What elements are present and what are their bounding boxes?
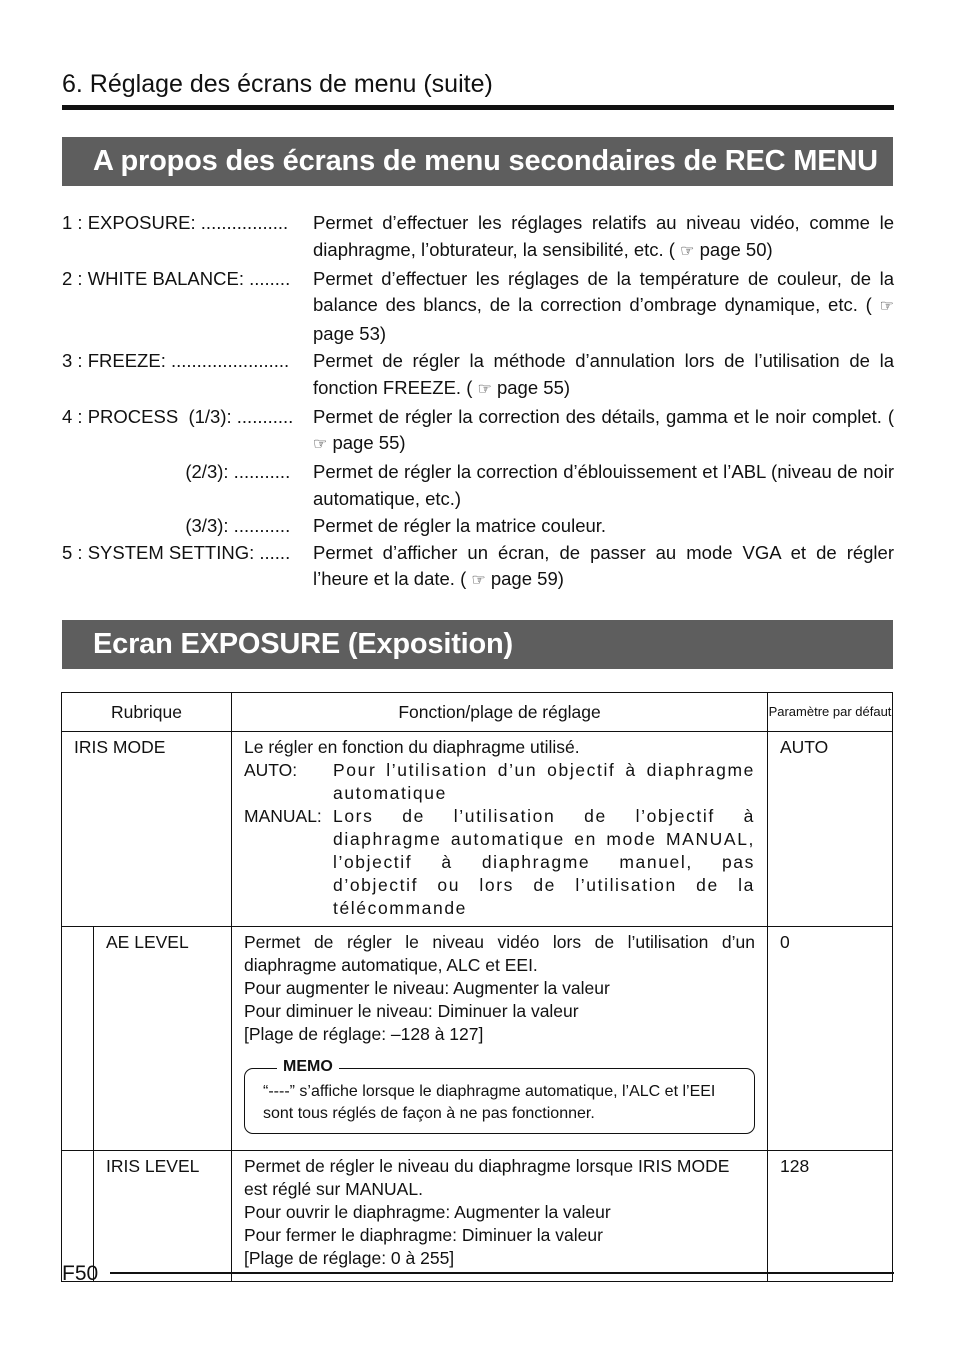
footer-rule xyxy=(110,1272,894,1274)
option-value: Pour l’utilisation d’un objectif à diaphragme automatique xyxy=(333,760,755,803)
option-value: Lors de l’utilisation de l’objectif à diaphragme automatique en mode MANUAL, l’objectif à diaphragme manuel, pas d’objectif ou lors de l’utilisation de la télécommande xyxy=(333,806,755,918)
chapter-title: 6. Réglage des écrans de menu (suite) xyxy=(62,70,493,98)
row-default: 0 xyxy=(768,927,893,1151)
page-number: F50 xyxy=(62,1262,99,1285)
row-function xyxy=(232,732,768,927)
table-row xyxy=(62,927,893,1151)
page-reference: page 53) xyxy=(313,323,387,345)
table-header-row xyxy=(62,693,893,732)
item-description: Permet d’effectuer les réglages de la température de couleur, de la balance des blancs, de la correction d’ombrage dynamique, etc. ( xyxy=(313,267,894,316)
pointing-hand-icon: ☞ xyxy=(471,572,486,590)
item-description: Permet d’effectuer les réglages relatifs au niveau vidéo, comme le diaphragme, l’obturateur, la sensibilité, etc. ( xyxy=(313,212,894,260)
page-reference: page 50) xyxy=(699,238,773,260)
option-key: MANUAL: xyxy=(244,806,322,826)
item-description: Permet de régler la méthode d’annulation lors de l’utilisation de la fonction FREEZE. ( xyxy=(313,349,894,398)
page-reference: page 55) xyxy=(496,376,571,398)
table-row xyxy=(62,732,893,927)
option-key: AUTO: xyxy=(244,760,298,780)
header-item: Rubrique xyxy=(62,693,232,732)
item-label: 1 : EXPOSURE: ................. xyxy=(62,212,289,233)
open-hint: Pour ouvrir le diaphragme: Augmenter la valeur xyxy=(244,1202,611,1222)
row-function xyxy=(232,1151,768,1282)
header-function: Fonction/plage de réglage xyxy=(232,693,768,732)
item-label: 5 : SYSTEM SETTING: ...... xyxy=(62,541,291,563)
item-label: (2/3): ........... xyxy=(62,461,291,483)
row-default: 128 xyxy=(768,1151,893,1282)
section-heading-exposure: Ecran EXPOSURE (Exposition) xyxy=(62,620,893,669)
increase-hint: Pour augmenter le niveau: Augmenter la valeur xyxy=(244,978,610,998)
range-text: [Plage de réglage: 0 à 255] xyxy=(244,1248,455,1268)
list-item xyxy=(62,459,894,513)
list-item xyxy=(62,348,894,404)
item-label: (3/3): ........... xyxy=(62,514,291,536)
item-label: 2 : WHITE BALANCE: ........ xyxy=(62,267,291,289)
range-text: [Plage de réglage: –128 à 127] xyxy=(244,1024,484,1044)
row-name: AE LEVEL xyxy=(93,927,231,1150)
page-reference: page 55) xyxy=(332,432,406,454)
memo-box xyxy=(244,1058,755,1134)
list-item xyxy=(62,540,894,596)
page-reference: page 59) xyxy=(490,568,564,590)
pointing-hand-icon: ☞ xyxy=(477,380,492,398)
section-heading-rec-menu: A propos des écrans de menu secondaires de REC MENU xyxy=(62,137,893,186)
submenu-list xyxy=(62,210,894,595)
item-description: Permet d’afficher un écran, de passer au mode VGA et de régler l’heure et la date. ( xyxy=(313,541,894,590)
row-default: AUTO xyxy=(768,732,893,927)
function-description: Permet de régler le niveau vidéo lors de l’utilisation d’un diaphragme automatique, ALC et EEI. xyxy=(244,932,755,975)
row-name: IRIS LEVEL xyxy=(93,1151,231,1281)
item-label: 3 : FREEZE: ....................... xyxy=(62,349,290,371)
item-description: Permet de régler la matrice couleur. xyxy=(313,514,607,536)
memo-text: “----” s’affiche lorsque le diaphragme automatique, l’ALC et l’EEI sont tous réglés de façon à ne pas fonctionner. xyxy=(263,1083,716,1122)
pointing-hand-icon: ☞ xyxy=(313,436,328,454)
list-item xyxy=(62,513,894,540)
item-description: Permet de régler la correction d’éblouissement et l’ABL (niveau de noir automatique, etc.) xyxy=(313,461,894,509)
list-item xyxy=(62,210,894,266)
header-default: Paramètre par défaut xyxy=(768,693,893,732)
pointing-hand-icon: ☞ xyxy=(879,298,895,316)
pointing-hand-icon: ☞ xyxy=(680,242,695,260)
list-item xyxy=(62,266,894,348)
close-hint: Pour fermer le diaphragme: Diminuer la valeur xyxy=(244,1225,603,1245)
decrease-hint: Pour diminuer le niveau: Diminuer la valeur xyxy=(244,1001,579,1021)
row-function xyxy=(232,927,768,1151)
function-description: Permet de régler le niveau du diaphragme lorsque IRIS MODE est réglé sur MANUAL. xyxy=(244,1156,730,1199)
function-intro: Le régler en fonction du diaphragme utilisé. xyxy=(244,737,580,757)
top-rule xyxy=(62,105,894,110)
table-row xyxy=(62,1151,893,1282)
item-label: 4 : PROCESS (1/3): ........... xyxy=(62,405,294,427)
list-item xyxy=(62,404,894,460)
item-description: Permet de régler la correction des détails, gamma et le noir complet. ( xyxy=(313,405,894,427)
row-name: IRIS MODE xyxy=(62,732,232,927)
exposure-table xyxy=(61,692,893,1282)
memo-title: MEMO xyxy=(277,1056,339,1078)
